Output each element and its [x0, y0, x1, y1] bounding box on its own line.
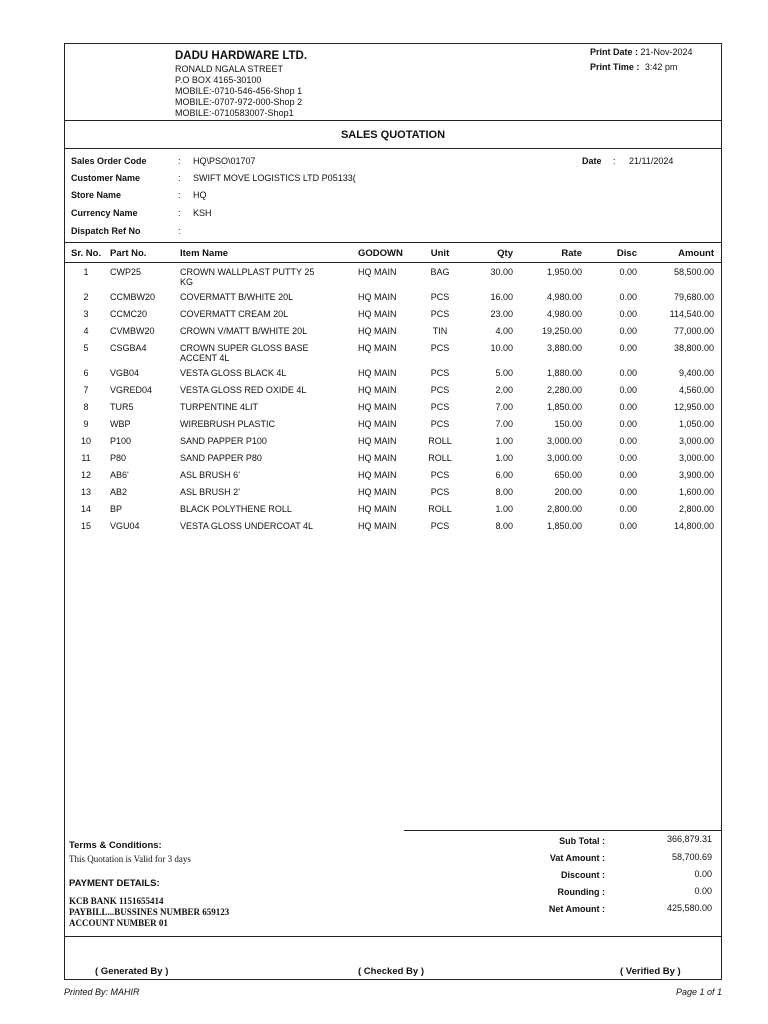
cell-sr-no: 12	[80, 470, 91, 480]
totals-divider	[404, 830, 722, 831]
cell-amount: 3,000.00	[678, 453, 714, 463]
cell-sr-no: 11	[81, 453, 91, 463]
cell-item-name: VESTA GLOSS RED OXIDE 4L	[180, 385, 307, 395]
cell-rate: 150.00	[554, 419, 582, 429]
cell-qty: 2.00	[495, 385, 513, 395]
cell-sr-no: 3	[83, 309, 89, 319]
cell-godown: HQ MAIN	[358, 470, 397, 480]
cell-unit: PCS	[430, 487, 450, 497]
cell-unit: PCS	[430, 309, 450, 319]
col-header-godown: GODOWN	[358, 248, 403, 259]
net-amount-value: 425,580.00	[666, 903, 712, 913]
cell-unit: PCS	[430, 343, 450, 353]
cell-amount: 1,600.00	[678, 487, 714, 497]
cell-disc: 0.00	[619, 309, 637, 319]
cell-amount: 114,540.00	[669, 309, 714, 319]
discount-label: Discount :	[561, 870, 605, 880]
cell-amount: 77,000.00	[673, 326, 714, 336]
cell-qty: 7.00	[495, 419, 513, 429]
cell-rate: 1,850.00	[546, 521, 582, 531]
colon: :	[178, 173, 181, 183]
cell-rate: 1,850.00	[546, 402, 582, 412]
cell-part-no: CSGBA4	[110, 343, 147, 353]
cell-rate: 650.00	[554, 470, 582, 480]
cell-item-name: ASL BRUSH 2'	[180, 487, 240, 497]
cell-item-name: CROWN WALLPLAST PUTTY 25	[180, 267, 315, 277]
cell-godown: HQ MAIN	[358, 436, 397, 446]
quotation-frame	[64, 43, 722, 980]
cell-disc: 0.00	[619, 504, 637, 514]
cell-amount: 2,800.00	[678, 504, 714, 514]
divider	[65, 242, 721, 243]
terms-text: This Quotation is Valid for 3 days	[69, 854, 191, 864]
cell-sr-no: 4	[83, 326, 89, 336]
colon: :	[178, 156, 181, 166]
dispatch-ref-label: Dispatch Ref No	[71, 226, 141, 236]
cell-qty: 8.00	[495, 521, 513, 531]
cell-disc: 0.00	[619, 343, 637, 353]
cell-sr-no: 1	[83, 267, 89, 277]
cell-part-no: P80	[110, 453, 127, 463]
printed-by: Printed By: MAHIR	[64, 987, 140, 997]
vat-amount-label: Vat Amount :	[549, 853, 605, 863]
customer-name-value: SWIFT MOVE LOGISTICS LTD P05133(	[193, 173, 356, 183]
cell-sr-no: 6	[83, 368, 89, 378]
cell-disc: 0.00	[619, 292, 637, 302]
cell-item-name: ASL BRUSH 6'	[180, 470, 240, 480]
cell-godown: HQ MAIN	[358, 368, 397, 378]
cell-item-name: BLACK POLYTHENE ROLL	[180, 504, 292, 514]
col-header-qty: Qty	[497, 248, 513, 259]
cell-item-name-continued: KG	[180, 277, 194, 287]
colon: :	[178, 208, 181, 218]
payment-account-line: ACCOUNT NUMBER 01	[69, 918, 168, 928]
print-date	[590, 47, 693, 57]
currency-name-value: KSH	[193, 208, 212, 218]
cell-godown: HQ MAIN	[358, 453, 397, 463]
cell-amount: 4,560.00	[678, 385, 714, 395]
cell-qty: 10.00	[490, 343, 513, 353]
print-time-value: 3:42 pm	[644, 62, 678, 72]
cell-godown: HQ MAIN	[358, 385, 397, 395]
cell-unit: ROLL	[428, 504, 452, 514]
cell-rate: 3,000.00	[546, 436, 582, 446]
cell-item-name: SAND PAPPER P80	[180, 453, 262, 463]
cell-rate: 3,880.00	[546, 343, 582, 353]
cell-sr-no: 7	[83, 385, 89, 395]
company-mobile-line: MOBILE:-0707-972-000-Shop 2	[175, 97, 303, 107]
date-label: Date	[582, 156, 602, 166]
cell-disc: 0.00	[619, 487, 637, 497]
company-address-line: RONALD NGALA STREET	[175, 64, 284, 74]
cell-qty: 1.00	[495, 504, 513, 514]
divider	[65, 262, 721, 263]
cell-disc: 0.00	[619, 419, 637, 429]
cell-unit: ROLL	[428, 436, 452, 446]
net-amount-label: Net Amount :	[548, 904, 605, 914]
cell-godown: HQ MAIN	[358, 504, 397, 514]
cell-amount: 14,800.00	[673, 521, 714, 531]
cell-part-no: BP	[110, 504, 123, 514]
checked-by-label: ( Checked By )	[358, 966, 424, 977]
cell-disc: 0.00	[619, 368, 637, 378]
cell-part-no: VGRED04	[110, 385, 153, 395]
divider	[65, 148, 721, 149]
payment-bank-line: KCB BANK 1151655414	[69, 896, 164, 906]
cell-qty: 1.00	[495, 436, 513, 446]
cell-godown: HQ MAIN	[358, 326, 397, 336]
cell-disc: 0.00	[619, 267, 637, 277]
store-name-label: Store Name	[71, 190, 122, 200]
cell-rate: 4,980.00	[546, 292, 582, 302]
cell-sr-no: 5	[83, 343, 89, 353]
cell-disc: 0.00	[619, 521, 637, 531]
cell-unit: PCS	[430, 419, 450, 429]
cell-disc: 0.00	[619, 385, 637, 395]
rounding-value: 0.00	[694, 886, 712, 896]
col-header-disc: Disc	[616, 248, 637, 259]
cell-amount: 38,800.00	[673, 343, 714, 353]
cell-unit: BAG	[430, 267, 450, 277]
company-mobile-line: MOBILE:-0710583007-Shop1	[175, 108, 294, 118]
cell-qty: 4.00	[495, 326, 513, 336]
cell-qty: 5.00	[495, 368, 513, 378]
cell-rate: 1,880.00	[546, 368, 582, 378]
cell-godown: HQ MAIN	[358, 487, 397, 497]
discount-value: 0.00	[694, 869, 712, 879]
cell-item-name: VESTA GLOSS BLACK 4L	[180, 368, 287, 378]
cell-disc: 0.00	[619, 436, 637, 446]
vat-amount-value: 58,700.69	[671, 852, 712, 862]
cell-item-name: TURPENTINE 4LIT	[180, 402, 259, 412]
rounding-label: Rounding :	[557, 887, 605, 897]
generated-by-label: ( Generated By )	[95, 966, 169, 977]
cell-disc: 0.00	[619, 402, 637, 412]
cell-amount: 79,680.00	[673, 292, 714, 302]
cell-unit: PCS	[430, 385, 450, 395]
cell-part-no: AB2	[110, 487, 128, 497]
divider	[65, 936, 721, 937]
cell-godown: HQ MAIN	[358, 292, 397, 302]
cell-qty: 1.00	[495, 453, 513, 463]
cell-item-name: COVERMATT B/WHITE 20L	[180, 292, 294, 302]
cell-rate: 19,250.00	[541, 326, 582, 336]
cell-amount: 58,500.00	[673, 267, 714, 277]
col-header-unit: Unit	[430, 248, 450, 259]
cell-amount: 3,000.00	[678, 436, 714, 446]
cell-unit: PCS	[430, 521, 450, 531]
cell-part-no: CWP25	[110, 267, 142, 277]
cell-qty: 16.00	[490, 292, 513, 302]
cell-qty: 7.00	[495, 402, 513, 412]
cell-rate: 200.00	[554, 487, 582, 497]
currency-name-label: Currency Name	[71, 208, 138, 218]
cell-disc: 0.00	[619, 470, 637, 480]
cell-rate: 3,000.00	[546, 453, 582, 463]
store-name-value: HQ	[193, 190, 207, 200]
cell-qty: 6.00	[495, 470, 513, 480]
sales-order-code-label: Sales Order Code	[71, 156, 147, 166]
terms-title: Terms & Conditions:	[69, 840, 162, 851]
cell-part-no: TUR5	[110, 402, 134, 412]
cell-sr-no: 15	[80, 521, 91, 531]
cell-rate: 2,800.00	[546, 504, 582, 514]
cell-unit: TIN	[432, 326, 448, 336]
cell-sr-no: 13	[80, 487, 91, 497]
cell-godown: HQ MAIN	[358, 267, 397, 277]
cell-rate: 2,280.00	[546, 385, 582, 395]
cell-part-no: CCMBW20	[110, 292, 156, 302]
cell-godown: HQ MAIN	[358, 343, 397, 353]
cell-qty: 8.00	[495, 487, 513, 497]
cell-item-name: CROWN SUPER GLOSS BASE	[180, 343, 309, 353]
cell-item-name: VESTA GLOSS UNDERCOAT 4L	[180, 521, 314, 531]
cell-unit: PCS	[430, 368, 450, 378]
print-time	[590, 62, 677, 72]
date-value: 21/11/2024	[629, 156, 674, 166]
cell-item-name: COVERMATT CREAM 20L	[180, 309, 289, 319]
cell-part-no: P100	[110, 436, 132, 446]
customer-name-label: Customer Name	[71, 173, 141, 183]
cell-amount: 12,950.00	[673, 402, 714, 412]
cell-rate: 1,950.00	[546, 267, 582, 277]
colon: :	[178, 190, 181, 200]
cell-amount: 3,900.00	[678, 470, 714, 480]
cell-part-no: VGB04	[110, 368, 140, 378]
print-date-value: 21-Nov-2024	[640, 47, 693, 57]
cell-disc: 0.00	[619, 453, 637, 463]
company-mobile-line: MOBILE:-0710-546-456-Shop 1	[175, 86, 303, 96]
cell-unit: PCS	[430, 292, 450, 302]
cell-sr-no: 9	[83, 419, 89, 429]
cell-item-name: CROWN V/MATT B/WHITE 20L	[180, 326, 308, 336]
cell-godown: HQ MAIN	[358, 419, 397, 429]
payment-details	[69, 896, 229, 929]
page-number: Page 1 of 1	[675, 987, 722, 997]
cell-part-no: AB6'	[110, 470, 129, 480]
col-header-sr-no: Sr. No.	[71, 248, 102, 259]
col-header-item-name: Item Name	[180, 248, 229, 259]
colon: :	[613, 156, 616, 166]
cell-part-no: CVMBW20	[110, 326, 155, 336]
cell-godown: HQ MAIN	[358, 309, 397, 319]
cell-sr-no: 2	[83, 292, 89, 302]
col-header-amount: Amount	[678, 248, 714, 259]
cell-amount: 1,050.00	[678, 419, 714, 429]
company-address	[175, 64, 302, 119]
sales-order-code-value: HQ\PSO\01707	[193, 156, 256, 166]
cell-part-no: VGU04	[110, 521, 140, 531]
cell-amount: 9,400.00	[678, 368, 714, 378]
cell-unit: PCS	[430, 470, 450, 480]
col-header-part-no: Part No.	[110, 248, 147, 259]
col-header-rate: Rate	[561, 248, 582, 259]
cell-godown: HQ MAIN	[358, 521, 397, 531]
sub-total-value: 366,879.31	[666, 834, 712, 844]
cell-godown: HQ MAIN	[358, 402, 397, 412]
cell-item-name-continued: ACCENT 4L	[180, 353, 230, 363]
cell-unit: ROLL	[428, 453, 452, 463]
cell-rate: 4,980.00	[546, 309, 582, 319]
divider	[65, 120, 721, 121]
cell-part-no: WBP	[110, 419, 131, 429]
company-name: DADU HARDWARE LTD.	[175, 50, 308, 62]
sub-total-label: Sub Total :	[559, 836, 605, 846]
cell-sr-no: 14	[80, 504, 91, 514]
cell-item-name: SAND PAPPER P100	[180, 436, 267, 446]
verified-by-label: ( Verified By )	[620, 966, 681, 977]
print-time-label: Print Time :	[590, 62, 640, 72]
print-date-label: Print Date :	[590, 47, 639, 57]
document-title: SALES QUOTATION	[340, 129, 446, 141]
cell-unit: PCS	[430, 402, 450, 412]
colon: :	[178, 226, 181, 236]
cell-sr-no: 8	[83, 402, 89, 412]
cell-qty: 23.00	[490, 309, 513, 319]
company-address-line: P.O BOX 4165-30100	[175, 75, 262, 85]
cell-sr-no: 10	[80, 436, 91, 446]
payment-paybill-line: PAYBILL...BUSSINES NUMBER 659123	[69, 907, 230, 917]
cell-part-no: CCMC20	[110, 309, 148, 319]
cell-item-name: WIREBRUSH PLASTIC	[180, 419, 276, 429]
payment-details-title: PAYMENT DETAILS:	[69, 878, 160, 889]
cell-disc: 0.00	[619, 326, 637, 336]
cell-qty: 30.00	[490, 267, 513, 277]
